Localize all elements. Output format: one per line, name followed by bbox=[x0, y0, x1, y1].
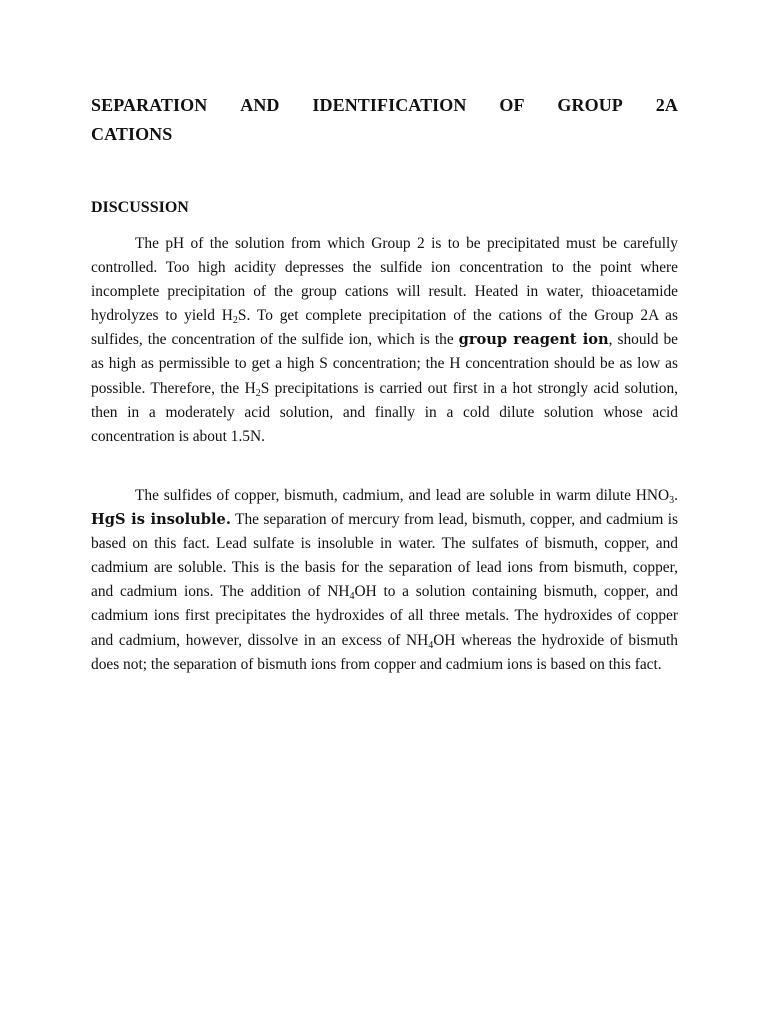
text-run: The pH of the solution from which Group 2 is to be precipitated must be carefully controlled. Too high acidity depresses the sulfide ion concentration to the point where incomplete precipitation of the group cations will result. Heated in water, thioacetamide hydrolyzes to yield H bbox=[91, 235, 678, 325]
title-word: IDENTIFICATION bbox=[312, 95, 467, 115]
subscript: 3 bbox=[669, 495, 675, 506]
text-run: The separation of mercury from lead, bismuth, copper, and cadmium is based on this fact. Lead sulfate is insoluble in water. The sulfates of bismuth, copper, and cadmium are soluble. This is the basis for the separation of lead ions from bismuth, copper, and cadmium ions. The addition of NH bbox=[91, 511, 679, 601]
title-word: SEPARATION bbox=[91, 95, 208, 115]
subscript: 4 bbox=[428, 639, 434, 651]
text-run: OH whereas the hydroxide of bismuth does not; the separation of bismuth ions from copper and cadmium ions is based on this fact. bbox=[91, 631, 678, 673]
text-run: The sulfides of copper, bismuth, cadmium, and lead are soluble in warm dilute HNO bbox=[135, 487, 670, 504]
emphasis-hgs-insoluble: HgS is insoluble. bbox=[91, 511, 231, 529]
subscript: 2 bbox=[232, 315, 238, 327]
title-word: AND bbox=[240, 95, 280, 115]
text-run: S precipitations is carried out first in a hot strongly acid solution, then in a moderately acid solution, and finally in a cold dilute solution whose acid concentration is about 1.5N. bbox=[91, 379, 678, 445]
document-title bbox=[91, 91, 678, 149]
text-run: , should be as high as permissible to get a high S concentration; the H concentration should be as low as possible. Therefore, the H bbox=[91, 331, 678, 397]
text-run: OH to a solution containing bismuth, copper, and cadmium ions first precipitates the hydroxides of all three metals. The hydroxides of copper and cadmium, however, dissolve in an excess of NH bbox=[91, 583, 678, 649]
title-line-2: CATIONS bbox=[91, 124, 173, 144]
emphasis-group-reagent-ion: group reagent ion bbox=[458, 331, 609, 349]
subscript: 4 bbox=[349, 591, 355, 603]
text-run: S. To get complete precipitation of the cations of the Group 2A as sulfides, the concentration of the sulfide ion, which is the bbox=[91, 307, 679, 349]
text-run: . bbox=[674, 487, 678, 504]
title-line-1 bbox=[91, 91, 678, 120]
title-word: GROUP bbox=[557, 95, 623, 115]
section-heading: DISCUSSION bbox=[91, 199, 189, 216]
subscript: 2 bbox=[255, 387, 261, 399]
paragraph-2 bbox=[91, 484, 678, 677]
paragraph-1 bbox=[91, 232, 678, 449]
title-word: 2A bbox=[655, 95, 678, 115]
title-word: OF bbox=[499, 95, 525, 115]
